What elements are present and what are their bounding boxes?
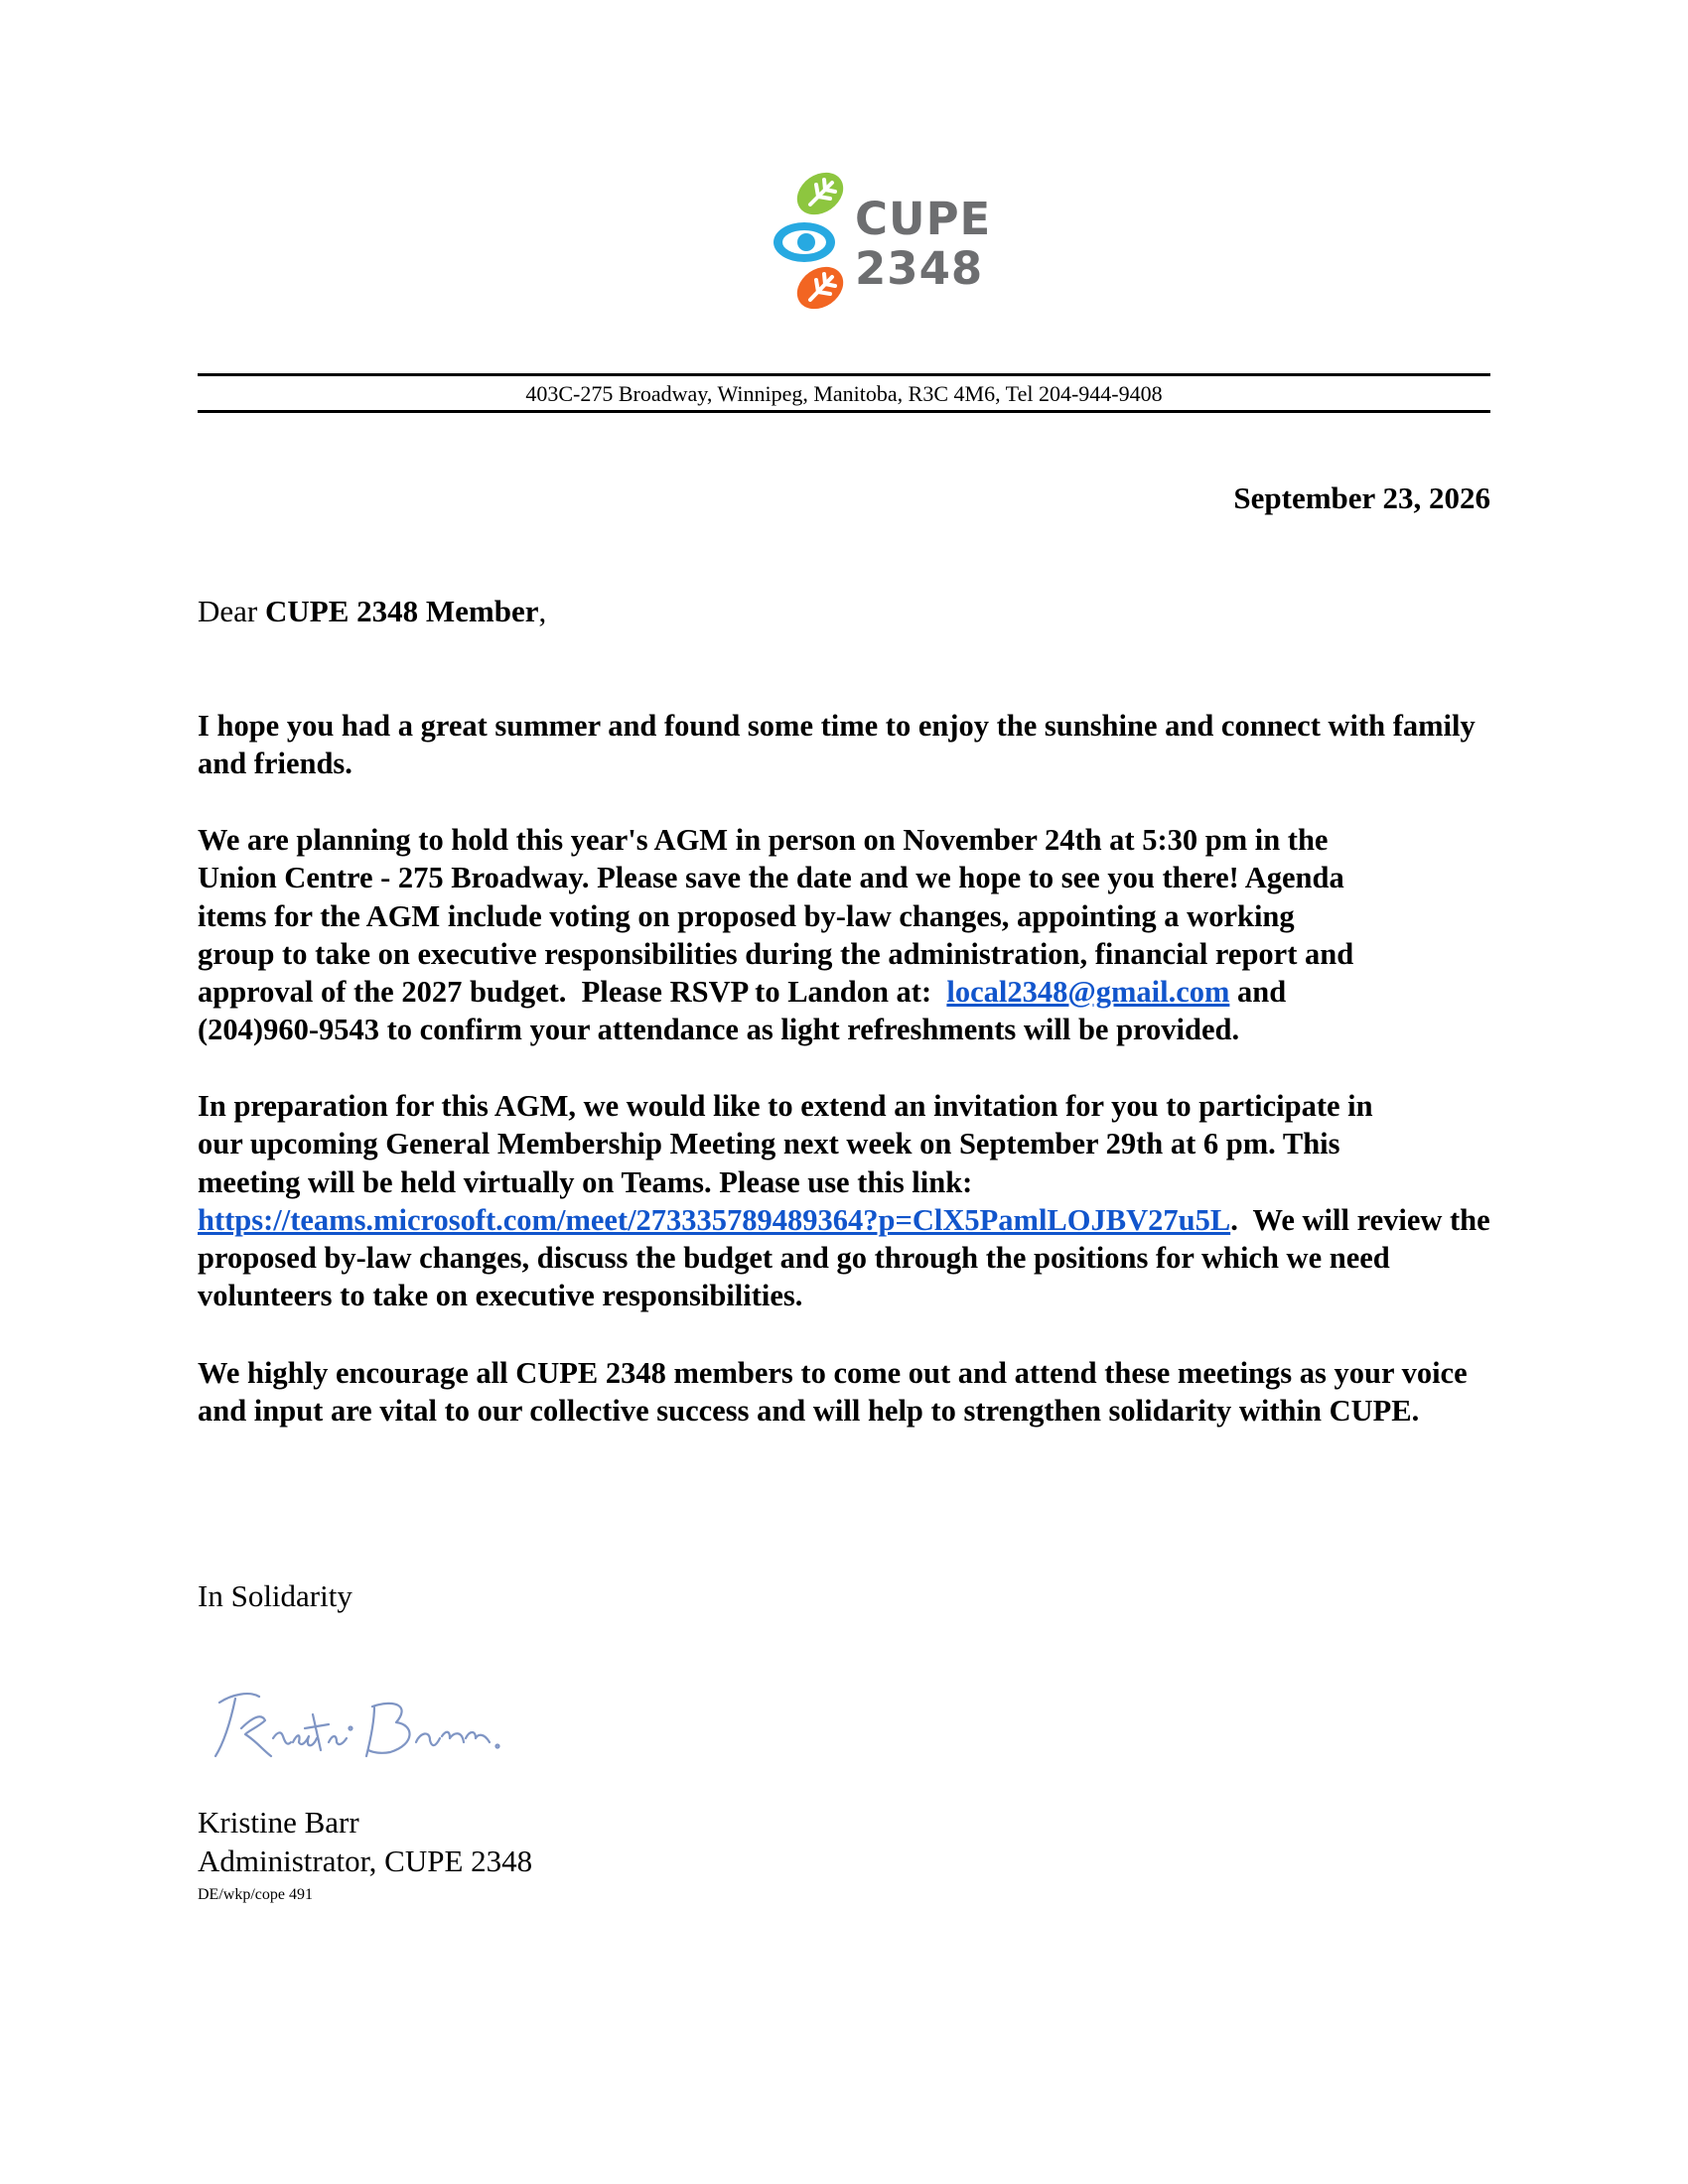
- cupe-2348-logo: [773, 167, 992, 314]
- signer-title: Administrator, CUPE 2348: [198, 1843, 533, 1878]
- agm-line-6: (204)960-9543 to confirm your attendance as light refreshments will be provided.: [198, 1013, 1240, 1047]
- salutation: [198, 594, 546, 629]
- agm-after-email: and: [1229, 975, 1287, 1010]
- header-rule-bottom: [198, 410, 1490, 413]
- meeting-rest: review the proposed by-law changes, discuss the budget and go through the positions for which we need volunteers to take on executive responsibilities.: [198, 1202, 1490, 1313]
- logo-text-cupe: CUPE: [855, 193, 992, 245]
- letter-date: September 23, 2026: [1233, 480, 1490, 515]
- agm-line-4: group to take on executive responsibilities during the administration, financial report and: [198, 936, 1354, 971]
- body-paragraph-greeting: I hope you had a great summer and found some time to enjoy the sunshine and connect with family and friends.: [198, 709, 1476, 781]
- body-paragraph-general-meeting: [198, 1087, 1508, 1315]
- header-rule-top: [198, 373, 1490, 376]
- meeting-line-2: our upcoming General Membership Meeting next week on September 29th at 6 pm. This: [198, 1127, 1340, 1161]
- blue-eye-icon: [774, 222, 835, 262]
- meeting-line-3: meeting will be held virtually on Teams. Please use this link:: [198, 1164, 973, 1199]
- orange-leaf-icon: [789, 258, 852, 318]
- letterhead-address: 403C-275 Broadway, Winnipeg, Manitoba, R3C 4M6, Tel 204-944-9408: [525, 381, 1163, 406]
- teams-meeting-link[interactable]: https://teams.microsoft.com/meet/273335789489364?p=ClX5PamlLOJBV27u5L: [198, 1202, 1231, 1237]
- closing: In Solidarity: [198, 1578, 352, 1613]
- rsvp-email-link[interactable]: local2348@gmail.com: [946, 975, 1230, 1010]
- agm-line-5: approval of the 2027 budget. Please RSVP to Landon at:: [198, 975, 947, 1010]
- salutation-prefix: Dear: [198, 594, 265, 628]
- signer-name: Kristine Barr: [198, 1805, 359, 1840]
- green-leaf-icon: [789, 164, 852, 223]
- logo-text-number: 2348: [855, 242, 984, 295]
- agm-line-1: We are planning to hold this year's AGM in person on November 24th at 5:30 pm in the: [198, 823, 1329, 857]
- salutation-recipient: CUPE 2348 Member: [264, 594, 539, 628]
- body-paragraph-agm: [198, 821, 1508, 1049]
- reference-code: DE/wkp/cope 491: [198, 1886, 313, 1903]
- meeting-after-link: . We will: [1230, 1202, 1349, 1237]
- agm-line-2: Union Centre - 275 Broadway. Please save the date and we hope to see you there! Agenda: [198, 861, 1344, 895]
- agm-line-3: items for the AGM include voting on proposed by-law changes, appointing a working: [198, 898, 1295, 933]
- body-paragraph-encouragement: We highly encourage all CUPE 2348 members to come out and attend these meetings as your voice and input are vital to our collective success and will help to strengthen solidarity within CUPE.: [198, 1356, 1468, 1429]
- salutation-suffix: ,: [538, 594, 547, 628]
- meeting-line-1: In preparation for this AGM, we would like to extend an invitation for you to participate in: [198, 1089, 1373, 1123]
- handwritten-signature: [202, 1673, 519, 1782]
